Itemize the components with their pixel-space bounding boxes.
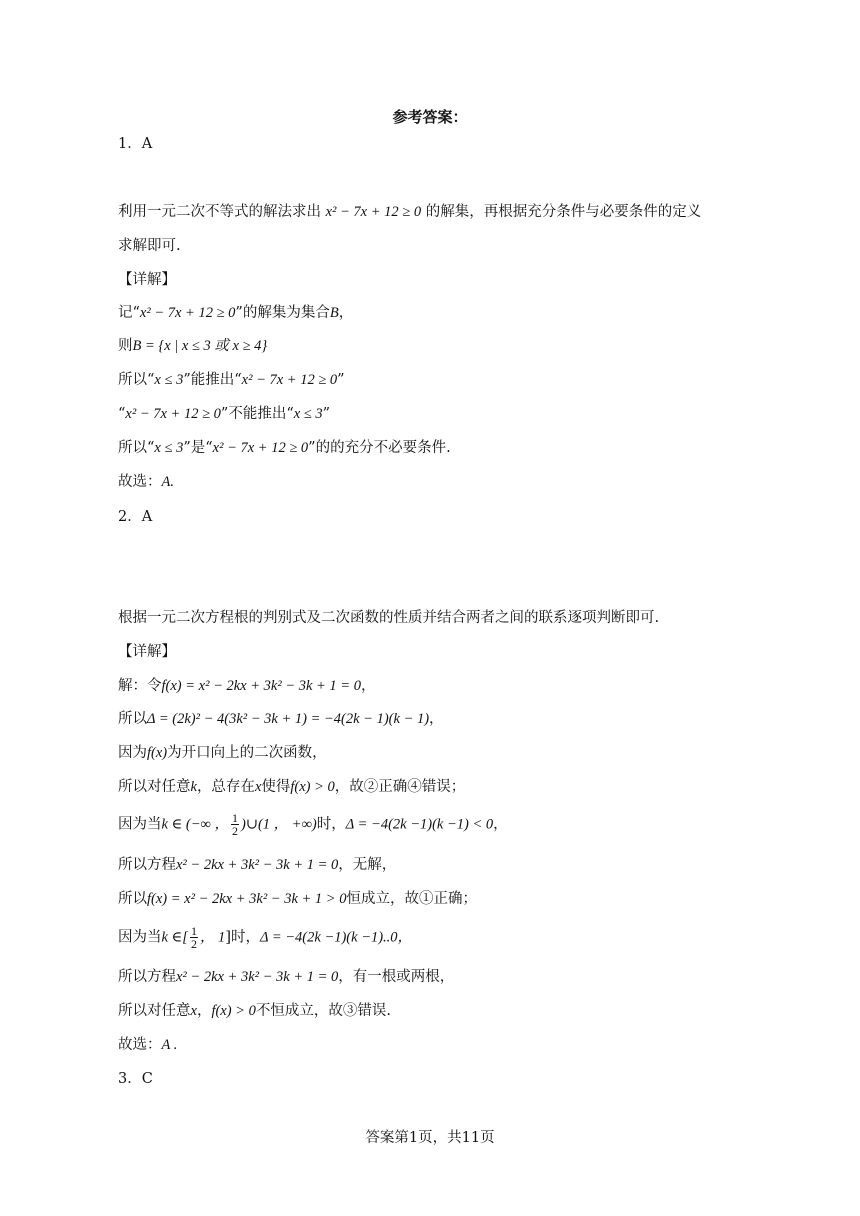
detail-heading-2: 【详解】 (118, 644, 176, 660)
detail-heading-1: 【详解】 (118, 272, 176, 288)
page-title: 参考答案： (392, 108, 468, 126)
choice-2: 故选：A . (118, 1037, 178, 1053)
solution-2-line-2: 所以Δ = (2k)² − 4(3k² − 3k + 1) = −4(2k − 1)(k − 1)， (118, 711, 444, 727)
analysis-1: 利用一元二次不等式的解法求出 x² − 7x + 12 ≥ 0 的解集，再根据充分条件与必要条件的定义 (118, 204, 702, 220)
solution-2-line-6: 所以方程x² − 2kx + 3k² − 3k + 1 = 0，无解， (118, 857, 397, 873)
fraction-one-half: $\frac{1}{2}$ (232, 811, 238, 838)
analysis-2: 根据一元二次方程根的判别式及二次函数的性质并结合两者之间的联系逐项判断即可. (118, 610, 660, 626)
solution-2-line-10: 所以对任意x，f(x) > 0不恒成立，故③错误. (118, 1003, 391, 1019)
answer-3: 3．C (118, 1071, 153, 1087)
solution-1-line-2: 则B = {x | x ≤ 3 或 x ≥ 4} (118, 338, 268, 354)
solution-2-line-3: 因为f(x)为开口向上的二次函数， (118, 745, 327, 761)
solution-2-line-9: 所以方程x² − 2kx + 3k² − 3k + 1 = 0，有一根或两根， (118, 969, 455, 985)
solution-2-line-7: 所以f(x) = x² − 2kx + 3k² − 3k + 1 > 0恒成立，故①正确； (118, 891, 477, 907)
answer-2: 2．A (118, 509, 153, 525)
solution-1-line-3: 所以“x ≤ 3”能推出“x² − 7x + 12 ≥ 0” (118, 372, 345, 388)
solution-2-line-4: 所以对任意k，总存在x使得f(x) > 0，故②正确④错误； (118, 779, 466, 795)
answer-1: 1．A (118, 136, 153, 152)
solution-2-line-8: 因为当k ∈[ $\frac{1}{2}$ ， 1]时，Δ = −4(2k −1)(k −1)..0， (118, 924, 413, 951)
fraction-one-half: $\frac{1}{2}$ (190, 924, 197, 951)
analysis-1-cont: 求解即可. (118, 238, 181, 254)
solution-2-line-1: 解：令f(x) = x² − 2kx + 3k² − 3k + 1 = 0， (118, 678, 376, 694)
solution-2-line-5: 因为当k ∈ (−∞ ， $\frac{1}{2}$ )∪(1 ， +∞)时，Δ = −4(2k −1)(k −1) < 0， (118, 811, 508, 838)
choice-1: 故选：A. (118, 474, 174, 490)
solution-1-line-4: “x² − 7x + 12 ≥ 0”不能推出“x ≤ 3” (118, 406, 331, 422)
solution-1-line-1: 记“x² − 7x + 12 ≥ 0”的解集为集合B， (118, 305, 354, 321)
page-footer: 答案第1页，共11页 (365, 1130, 495, 1146)
solution-1-line-5: 所以“x ≤ 3”是“x² − 7x + 12 ≥ 0”的的充分不必要条件. (118, 440, 451, 456)
